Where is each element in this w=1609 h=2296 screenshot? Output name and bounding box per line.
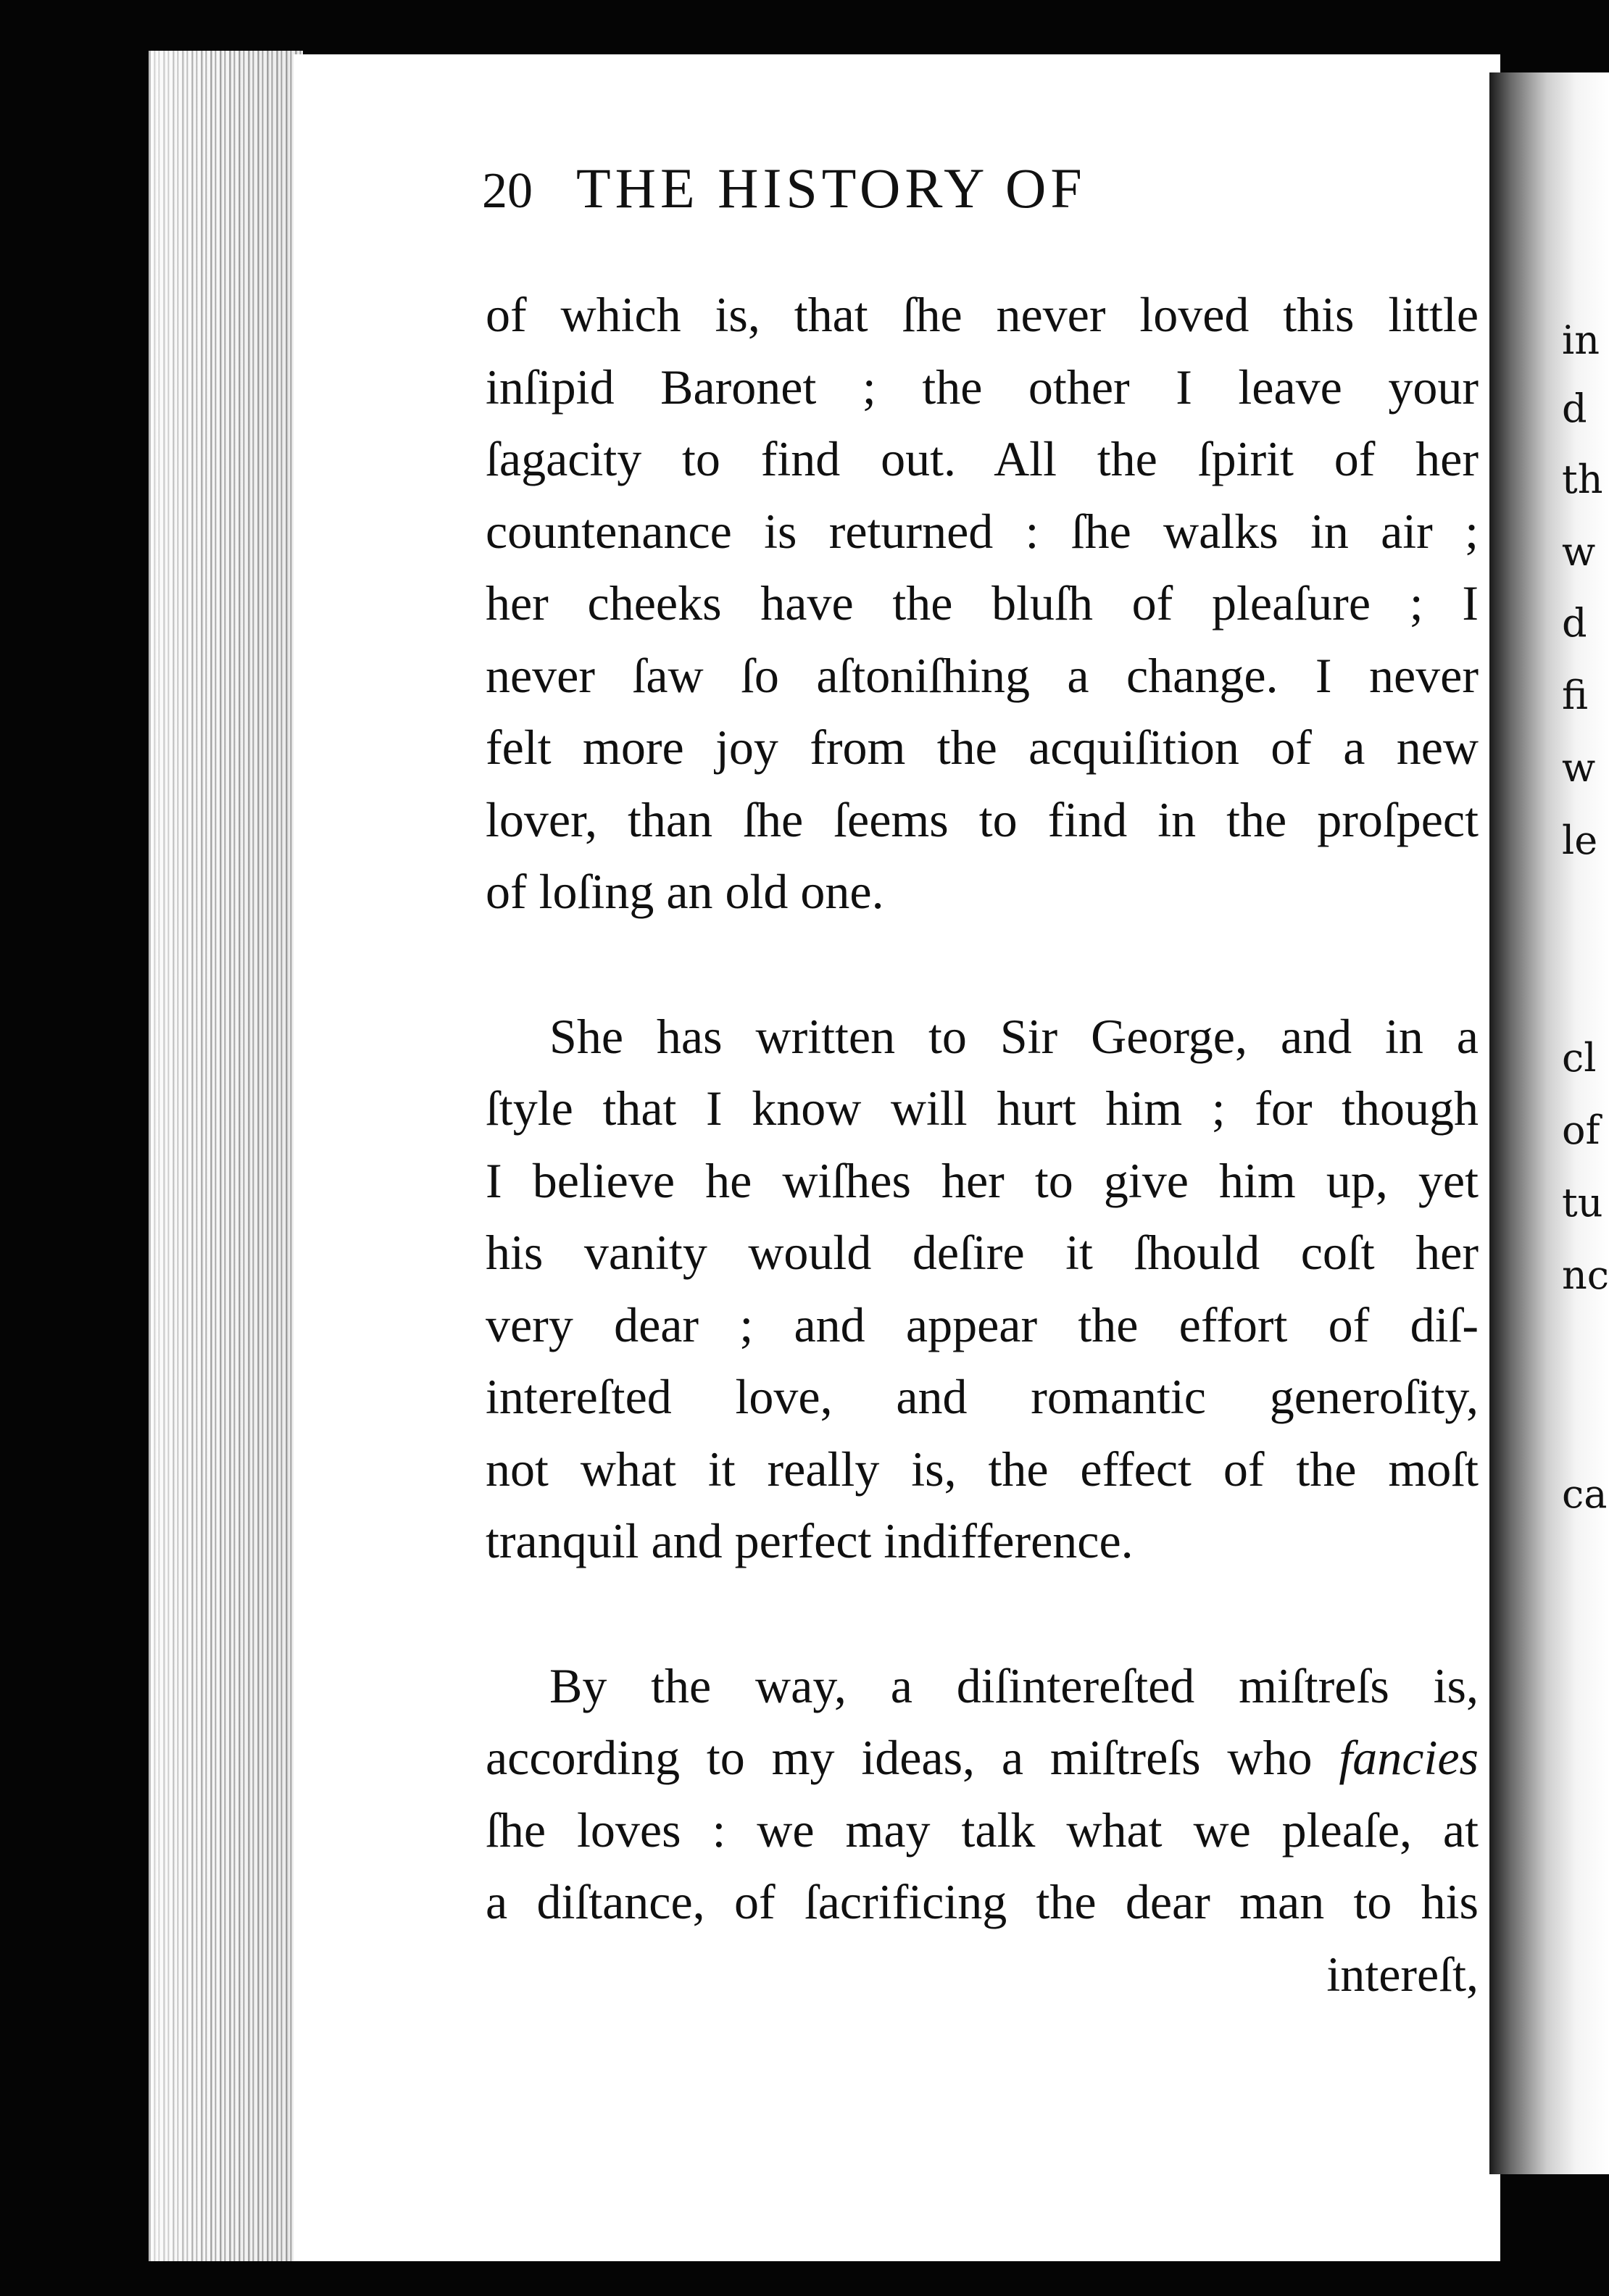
text-line: not what it really is, the effect of the moſt xyxy=(486,1441,1479,1497)
paragraph-3 xyxy=(486,1650,1479,2011)
text-line: felt more joy from the acquiſition of a new xyxy=(486,720,1479,775)
facing-text-fragment: nc xyxy=(1562,1252,1609,1298)
running-head xyxy=(482,156,1086,221)
body-text xyxy=(486,279,1479,2010)
text-line xyxy=(486,1722,1479,1794)
facing-text-fragment: fi xyxy=(1562,673,1589,718)
text-line: never ſaw ſo aſtoniſhing a change. I never xyxy=(486,647,1479,703)
text-line: She has written to Sir George, and in a xyxy=(549,1008,1479,1064)
text-line: her cheeks have the bluſh of pleaſure ; I xyxy=(486,575,1479,631)
text-line: I believe he wiſhes her to give him up, yet xyxy=(486,1152,1479,1208)
text-line: inſipid Baronet ; the other I leave your xyxy=(486,359,1479,415)
text-line: tranquil and perfect indifference. xyxy=(486,1513,1134,1568)
facing-text-fragment: d xyxy=(1562,600,1587,646)
text-line: his vanity would deſire it ſhould coſt her xyxy=(486,1225,1479,1280)
page-number: 20 xyxy=(482,163,533,219)
facing-text-fragment: in xyxy=(1562,317,1600,363)
text-line: of loſing an old one. xyxy=(486,864,884,919)
text-line: countenance is returned : ſhe walks in air ; xyxy=(486,503,1479,559)
facing-text-fragment: w xyxy=(1562,529,1596,575)
text-line: intereſted love, and romantic generoſity, xyxy=(486,1369,1479,1424)
text-line: By the way, a diſintereſted miſtreſs is, xyxy=(549,1657,1479,1713)
text-line: very dear ; and appear the effort of diſ- xyxy=(486,1297,1479,1352)
facing-text-fragment: tu xyxy=(1562,1180,1603,1226)
text-line: ſhe loves : we may talk what we pleaſe, at xyxy=(486,1802,1479,1858)
running-title: THE HISTORY OF xyxy=(576,157,1086,220)
paragraph-1 xyxy=(486,279,1479,928)
text-line: ſtyle that I know will hurt him ; for though xyxy=(486,1081,1479,1136)
facing-text-fragment: th xyxy=(1562,457,1603,502)
facing-text-fragment: d xyxy=(1562,386,1587,431)
text-line: ſagacity to find out. All the ſpirit of her xyxy=(486,431,1479,486)
text-line: lover, than ſhe ſeems to find in the proſpect xyxy=(486,791,1479,847)
facing-text-fragment: of xyxy=(1562,1107,1600,1153)
facing-page-edge xyxy=(1489,72,1609,2174)
paragraph-2 xyxy=(486,1001,1479,1578)
facing-text-fragment: cl xyxy=(1562,1035,1597,1081)
facing-text-fragment: w xyxy=(1562,745,1596,791)
facing-text-fragment: le xyxy=(1562,818,1598,863)
text-fragment: according to my ideas, a miſtreſs who xyxy=(486,1730,1313,1785)
catchword-line: intereſt, xyxy=(1326,1946,1479,2002)
text-line: a diſtance, of ſacrificing the dear man to his xyxy=(486,1874,1479,1929)
text-line: of which is, that ſhe never loved this little xyxy=(486,287,1479,342)
page-edges-stack xyxy=(149,51,303,2261)
italic-word: fancies xyxy=(1339,1730,1479,1785)
facing-text-fragment: ca xyxy=(1562,1471,1608,1517)
